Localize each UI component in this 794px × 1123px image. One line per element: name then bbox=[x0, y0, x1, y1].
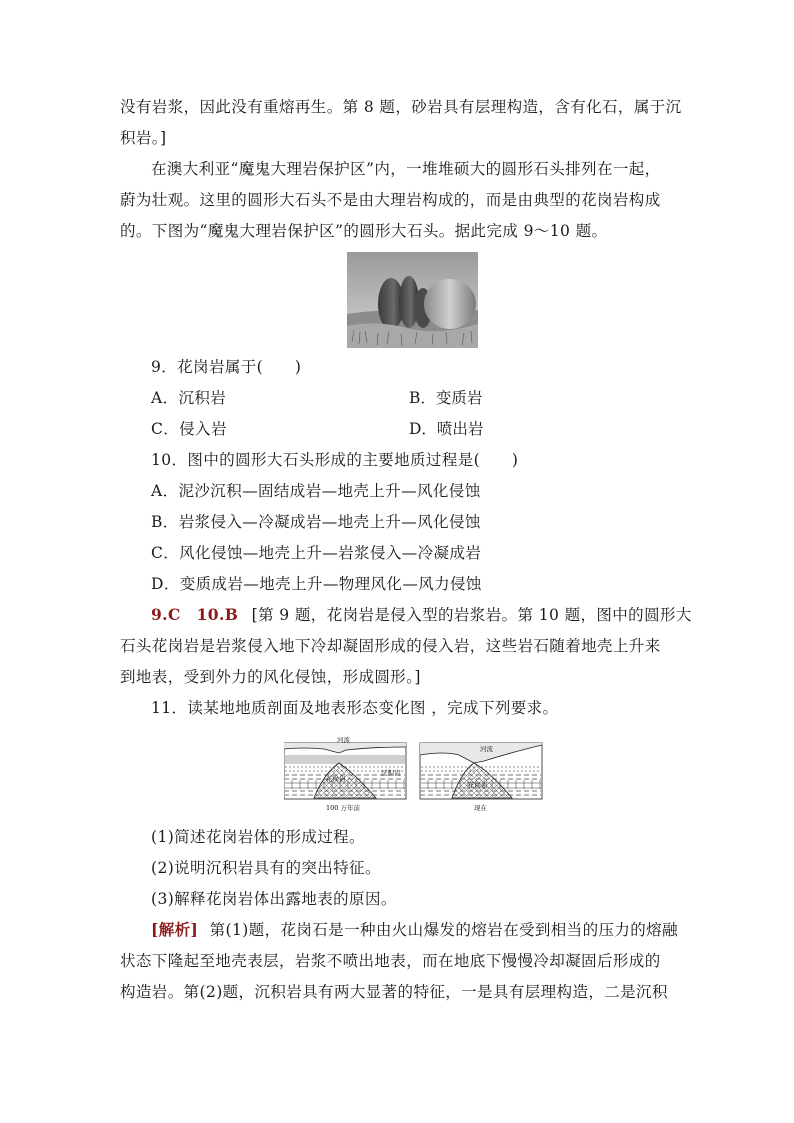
paragraph-line: 的。下图为“魔鬼大理岩保护区”的圆形大石头。据此完成 9～10 题。 bbox=[120, 222, 608, 240]
q10-option-d: D．变质成岩—地壳上升—物理风化—风力侵蚀 bbox=[151, 575, 482, 593]
granite-boulders-photo bbox=[347, 252, 478, 348]
analysis-text: 第(1)题，花岗石是一种由火山爆发的熔岩在受到相当的压力的熔融 bbox=[209, 921, 678, 939]
analysis-line: 状态下隆起至地壳表层，岩浆不喷出地表，而在地底下慢慢冷却凝固后形成的 bbox=[120, 952, 661, 970]
q10-option-c: C．风化侵蚀—地壳上升—岩浆侵入—冷凝成岩 bbox=[151, 544, 482, 562]
left-sedimentary-label: 沉积岩 bbox=[381, 769, 401, 777]
paragraph-line: 蔚为壮观。这里的圆形大石头不是由大理岩构成的，而是由典型的花岗岩构成 bbox=[120, 191, 661, 209]
question-9-stem: 9．花岗岩属于( ) bbox=[151, 358, 302, 376]
analysis-line bbox=[151, 919, 711, 941]
q9-option-b: B．变质岩 bbox=[409, 389, 483, 407]
q11-sub-1: (1)简述花岗岩体的形成过程。 bbox=[151, 828, 365, 846]
paragraph-line: 没有岩浆，因此没有重熔再生。第 8 题，砂岩具有层理构造，含有化石，属于沉 bbox=[120, 98, 682, 116]
analysis-line: 构造岩。第(2)题，沉积岩具有两大显著的特征，一是具有层理构造，二是沉积 bbox=[120, 983, 668, 1001]
question-11-stem: 11．读某地地质剖面及地表形态变化图 ，完成下列要求。 bbox=[151, 699, 559, 717]
answer-line: 石头花岗岩是岩浆侵入地下冷却凝固形成的侵入岩，这些岩石随着地壳上升来 bbox=[120, 637, 661, 655]
q11-sub-3: (3)解释花岗岩体出露地表的原因。 bbox=[151, 890, 397, 908]
q11-sub-2: (2)说明沉积岩具有的突出特征。 bbox=[151, 859, 381, 877]
geologic-section-diagram bbox=[284, 733, 543, 813]
q10-option-a: A．泥沙沉积—固结成岩—地壳上升—风化侵蚀 bbox=[151, 482, 481, 500]
right-caption: 现在 bbox=[474, 804, 487, 812]
paragraph-line: 积岩。] bbox=[120, 129, 167, 147]
paragraph-line: 在澳大利亚“魔鬼大理岩保护区”内，一堆堆硕大的圆形石头排列在一起， bbox=[151, 160, 661, 178]
q10-option-b: B．岩浆侵入—冷凝成岩—地壳上升—风化侵蚀 bbox=[151, 513, 481, 531]
q9-option-d: D．喷出岩 bbox=[409, 420, 484, 438]
answer-text: [第 9 题，花岗岩是侵入型的岩浆岩。第 10 题，图中的圆形大 bbox=[251, 606, 692, 624]
q9-option-c: C．侵入岩 bbox=[151, 420, 227, 438]
q9-option-a: A．沉积岩 bbox=[151, 389, 227, 407]
answer-key: 9.C 10.B bbox=[151, 605, 239, 624]
left-granite-label: 花岗岩 bbox=[326, 775, 346, 783]
right-river-label: 河流 bbox=[480, 745, 493, 753]
left-river-label: 河流 bbox=[337, 736, 350, 744]
answer-line: 到地表，受到外力的风化侵蚀，形成圆形。] bbox=[120, 668, 421, 686]
left-caption: 100 万年前 bbox=[326, 804, 360, 812]
right-granite-label: 花岗岩 bbox=[468, 781, 488, 789]
answer-line bbox=[151, 604, 711, 626]
question-10-stem: 10．图中的圆形大石头形成的主要地质过程是( ) bbox=[151, 451, 519, 469]
analysis-tag: [解析] bbox=[151, 920, 199, 939]
